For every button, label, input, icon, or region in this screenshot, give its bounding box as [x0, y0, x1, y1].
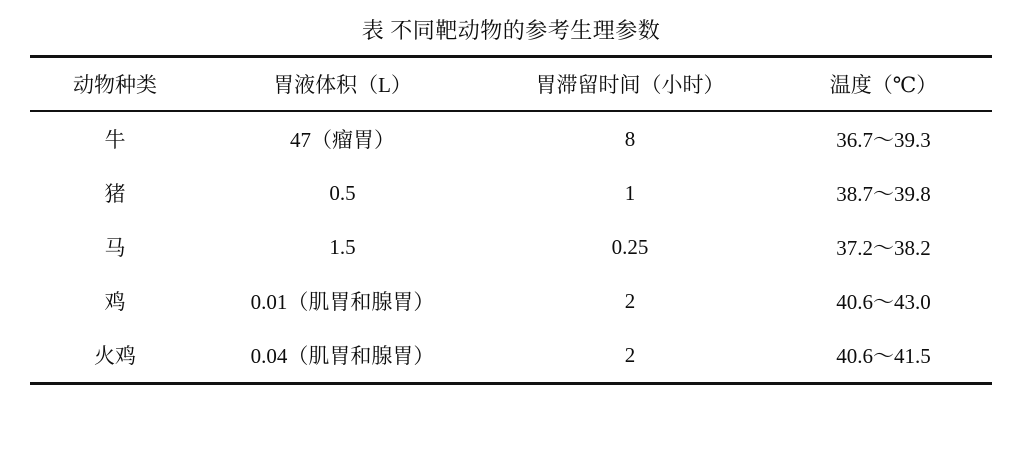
- column-header-temperature: 温度（℃）: [775, 57, 992, 112]
- table-caption: 表 不同靶动物的参考生理参数: [361, 18, 661, 43]
- cell-gastric-retention-time: 1: [624, 180, 636, 205]
- table-header-row: [30, 57, 992, 112]
- column-header-species: 动物种类: [30, 57, 200, 112]
- cell-gastric-volume: 0.5: [329, 180, 356, 205]
- table-row: [30, 166, 992, 220]
- cell-temperature: 37.2～38.2: [836, 236, 931, 260]
- cell-species: 猪: [104, 182, 126, 206]
- table-row: [30, 328, 992, 384]
- cell-temperature: 36.7～39.3: [836, 128, 931, 152]
- cell-temperature: 40.6～41.5: [775, 328, 992, 384]
- cell-gastric-volume: 0.04（肌胃和腺胃）: [200, 328, 485, 384]
- cell-gastric-volume: 0.01（肌胃和腺胃）: [250, 290, 435, 314]
- cell-species: 火鸡: [30, 328, 200, 384]
- cell-gastric-retention-time: 2: [485, 328, 775, 384]
- cell-temperature: 38.7～39.8: [836, 182, 931, 206]
- column-header-gastric-retention-time: 胃滞留时间（小时）: [485, 57, 775, 112]
- cell-gastric-volume: 47（瘤胃）: [290, 128, 395, 152]
- cell-gastric-retention-time: 8: [624, 126, 636, 151]
- cell-gastric-retention-time: 0.25: [611, 234, 649, 259]
- cell-gastric-retention-time: 2: [624, 288, 636, 313]
- cell-species: 牛: [104, 128, 126, 152]
- cell-temperature: 40.6～43.0: [836, 290, 931, 314]
- table-row: [30, 274, 992, 328]
- cell-species: 马: [104, 236, 126, 260]
- table-row: [30, 220, 992, 274]
- column-header-gastric-volume: 胃液体积（L）: [200, 57, 485, 112]
- physiological-parameters-table: [30, 55, 992, 385]
- table-row: [30, 111, 992, 166]
- cell-gastric-volume: 1.5: [329, 234, 356, 259]
- cell-species: 鸡: [104, 290, 126, 314]
